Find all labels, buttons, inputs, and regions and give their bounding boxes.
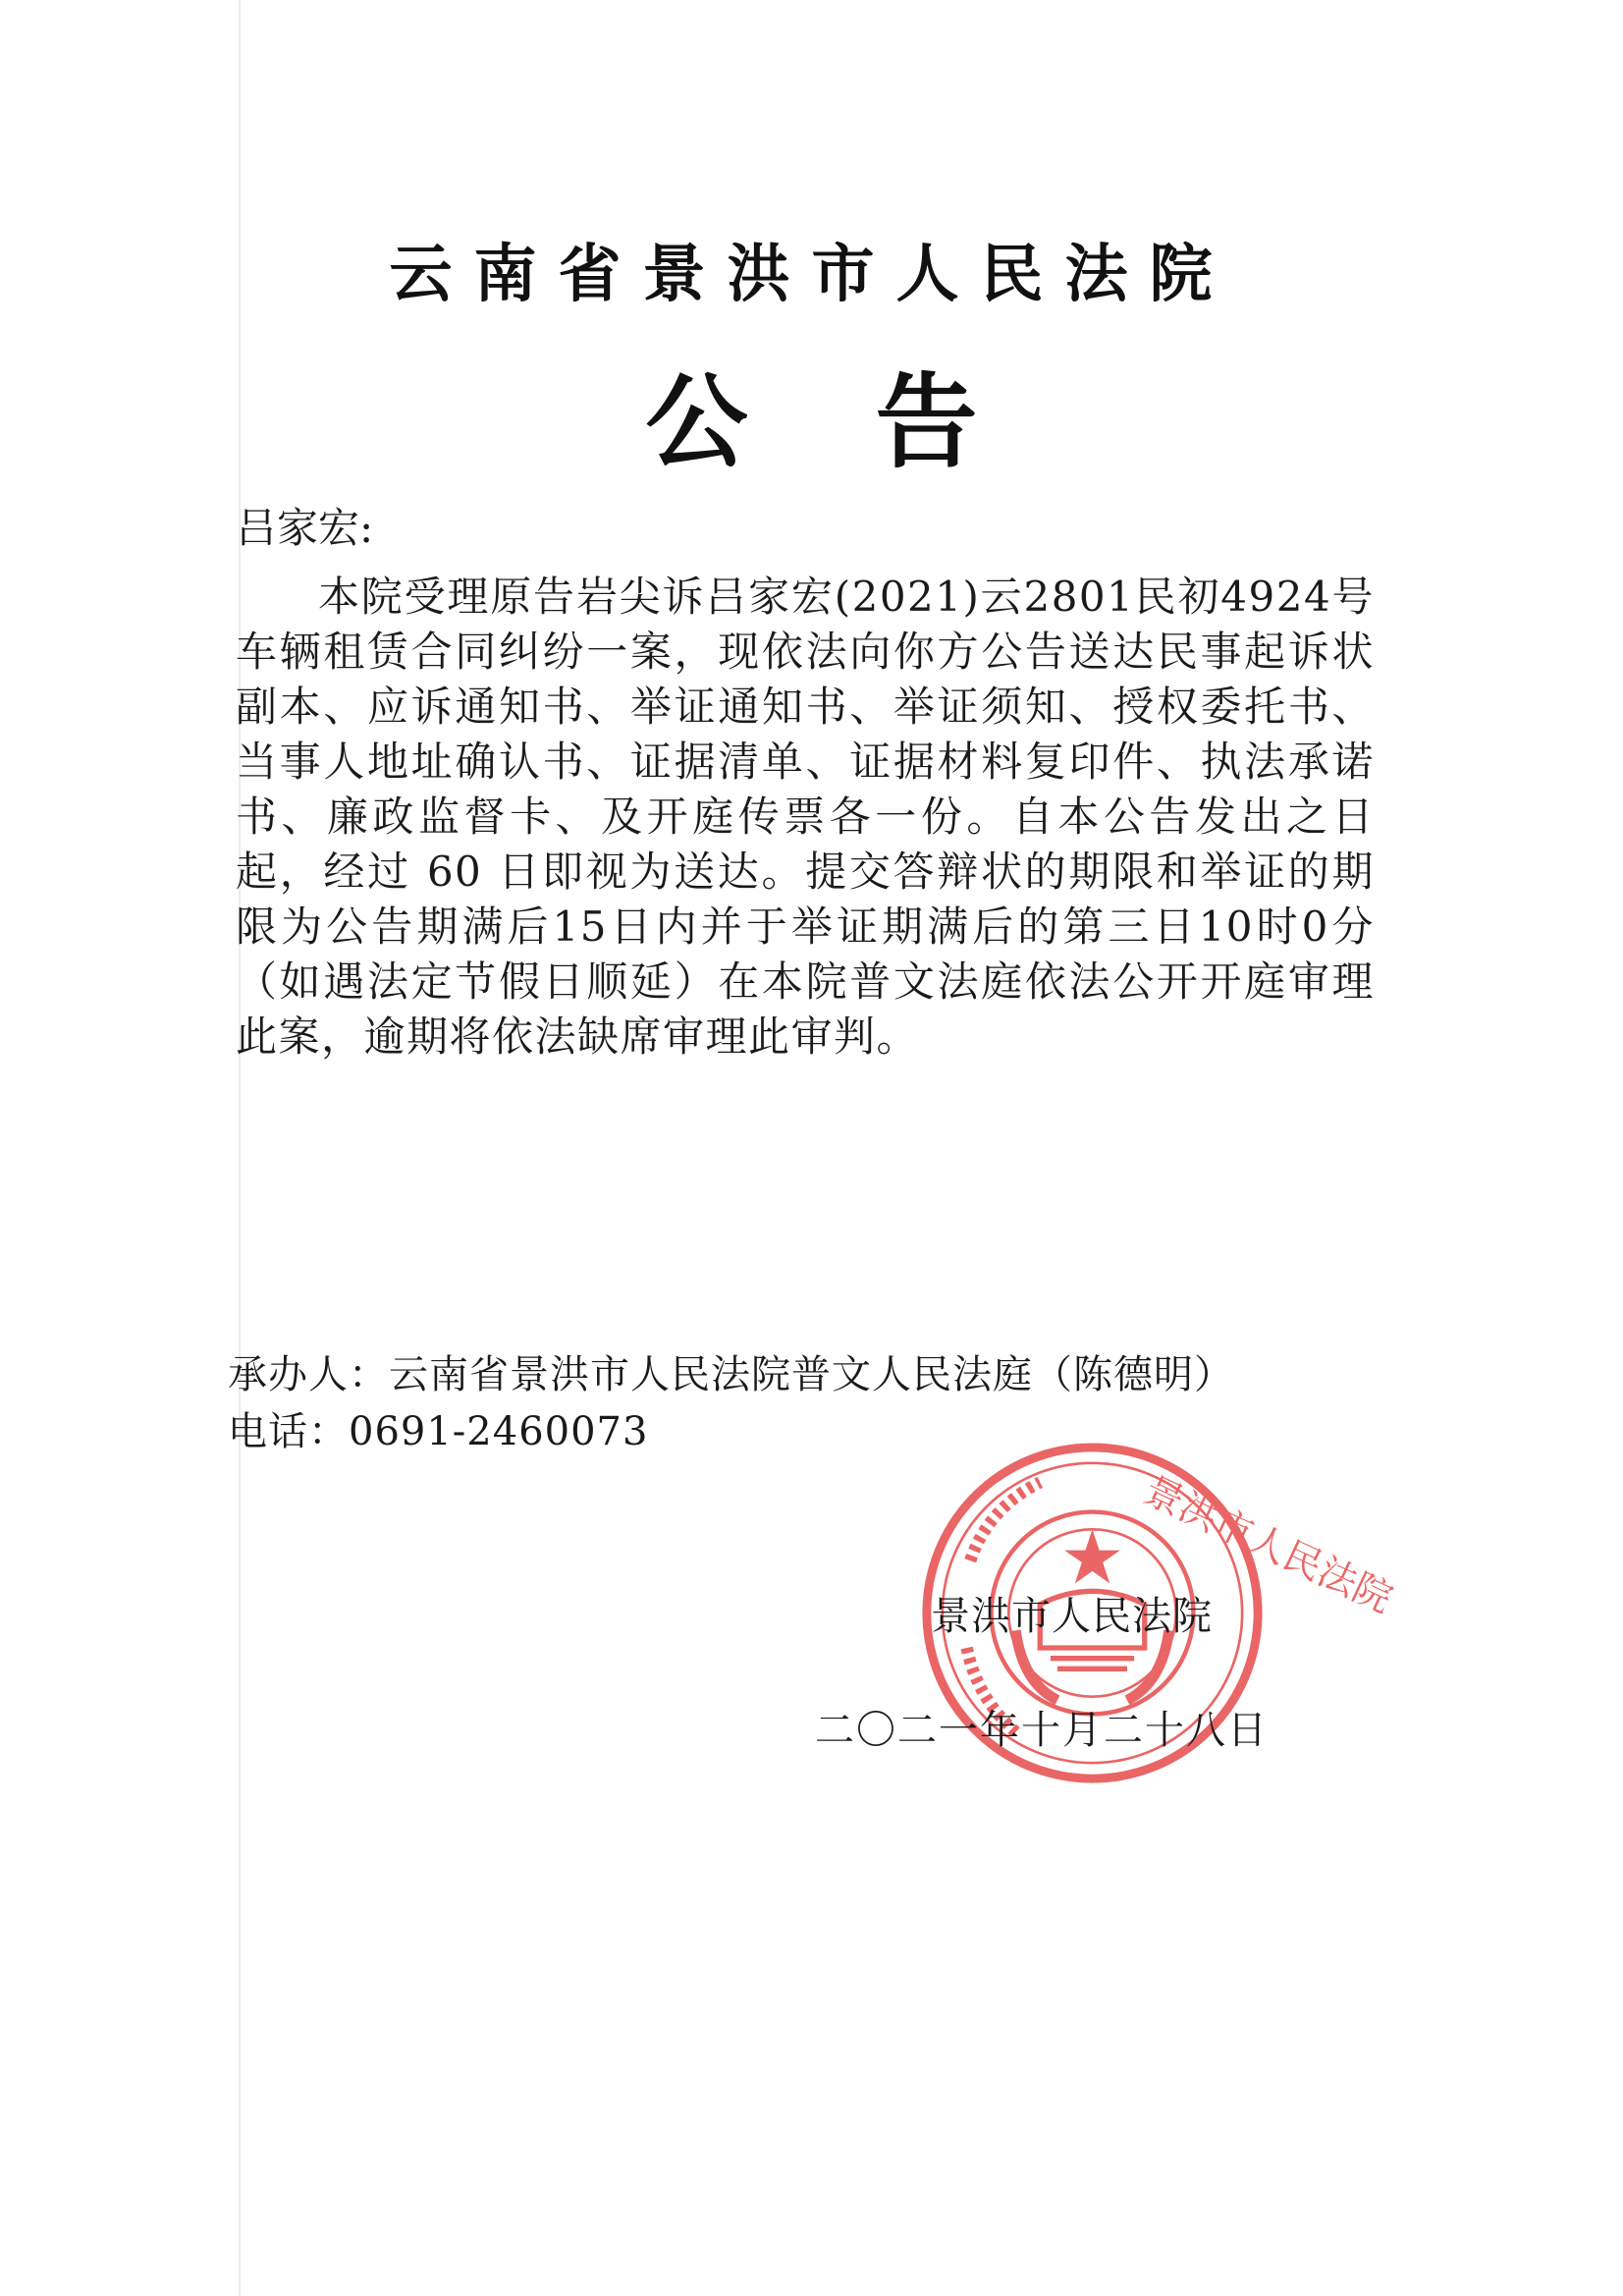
notice-title: 公告 — [645, 361, 1106, 482]
handler-line: 承办人：云南省景洪市人民法院普文人民法庭（陈德明） — [228, 1352, 1234, 1397]
scan-margin-line — [239, 0, 241, 2296]
addressee: 吕家宏: — [236, 504, 374, 552]
court-name-heading: 云南省景洪市人民法院 — [389, 238, 1234, 311]
issue-date: 二〇二一年十月二十八日 — [815, 1708, 1269, 1753]
seal-text: 景洪市人民法院 — [1136, 1468, 1399, 1622]
issuing-court: 景洪市人民法院 — [931, 1594, 1213, 1639]
phone-line: 电话：0691-2460073 — [228, 1409, 649, 1454]
notice-body: 本院受理原告岩尖诉吕家宏(2021)云2801民初4924号车辆租赁合同纠纷一案，现依法向你方公告送达民事起诉状副本、应诉通知书、举证通知书、举证须知、授权委托书、当事人地址确认书、证据清单、证据材料复印件、执法承诺书、廉政监督卡、及开庭传票各一份。自本公告发出之日起，经过 60 日即视为送达。提交答辩状的期限和举证的期限为公告期满后15日内并于举证期满后的第三日10时0分（如遇法定节假日顺延）在本院普文法庭依法公开开庭审理此案，逾期将依法缺席审理此审判。 — [236, 573, 1375, 1061]
